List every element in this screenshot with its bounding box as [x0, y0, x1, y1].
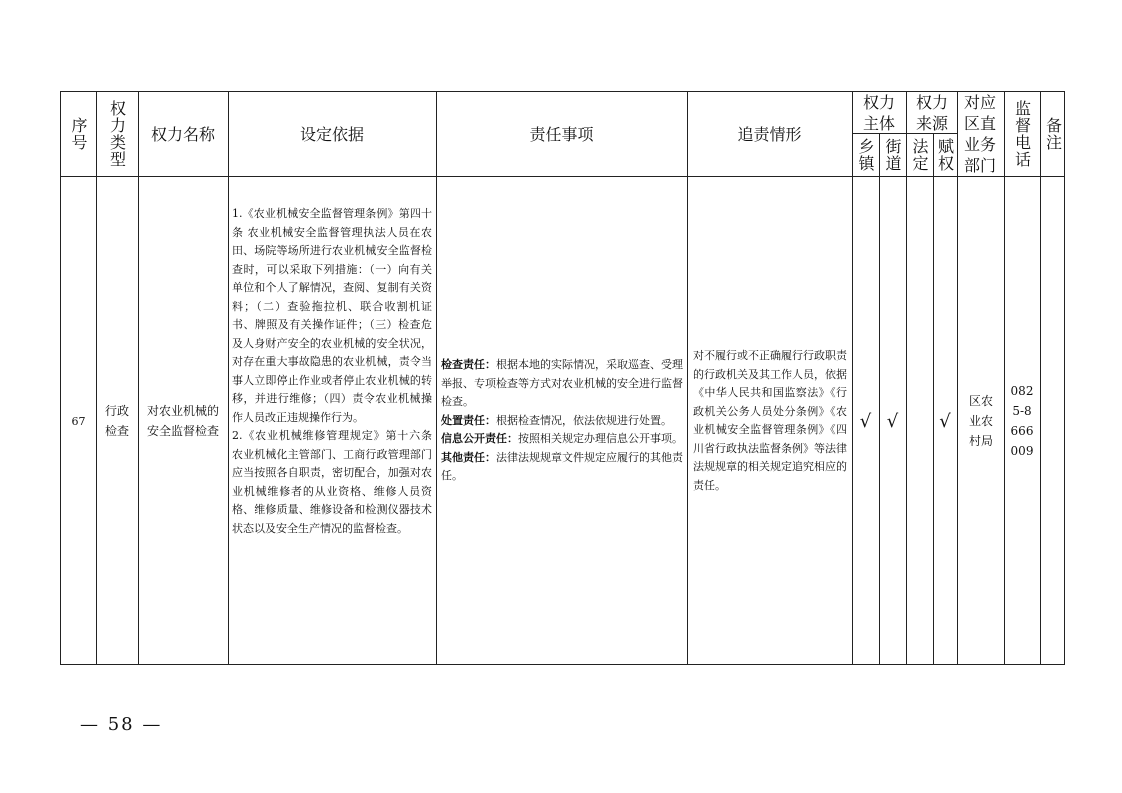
row-dept: 区农业农村局	[968, 394, 993, 448]
responsibility-info: 信息公开责任：按照相关规定办理信息公开事项。	[441, 432, 683, 446]
row-accountability	[693, 176, 847, 666]
header-responsibility: 责任事项	[529, 124, 594, 144]
header-power-type: 权力类型	[107, 100, 127, 168]
row-source-grant: √	[939, 410, 951, 432]
row-remark	[1040, 176, 1066, 666]
header-phone: 监督电话	[1012, 100, 1032, 168]
header-power-subject: 权力主体	[862, 92, 895, 133]
header-dept: 对应区直业务部门	[963, 93, 996, 175]
row-subject-town: √	[859, 410, 872, 432]
header-seq: 序号	[69, 117, 88, 151]
row-seq: 67	[71, 414, 86, 428]
responsibility-list	[441, 356, 683, 486]
page-number: — 58 —	[80, 714, 163, 735]
header-accountability: 追责情形	[737, 124, 802, 144]
row-power-name: 对农业机械的安全监督检查	[146, 404, 219, 438]
row-basis	[232, 205, 432, 538]
row-source-legal	[906, 176, 933, 666]
responsibility-check: 检查责任：根据本地的实际情况，采取巡查、受理举报、专项检查等方式对农业机械的安全进行监督检查。	[441, 358, 683, 409]
row-responsibility	[441, 176, 683, 666]
row-subject-street: √	[886, 410, 899, 432]
header-subject-street: 街道	[883, 137, 902, 172]
header-basis: 设定依据	[299, 124, 364, 144]
row-power-type: 行政检查	[104, 404, 129, 438]
header-power-name: 权力名称	[150, 124, 215, 144]
accountability-text: 对不履行或不正确履行行政职责的行政机关及其工作人员，依据《中华人民共和国监察法》《行政机关公务人员处分条例》《农业机械安全监督管理条例》《四川省行政执法监督条例》等法律法规规章的相关规定追究相应的责任。	[693, 349, 847, 492]
responsibility-handle: 处置责任：根据检查情况，依法依规进行处置。	[441, 413, 672, 427]
header-subject-town: 乡镇	[856, 137, 875, 172]
row-phone: 0825-8666009	[1010, 384, 1034, 458]
responsibility-other: 其他责任：法律法规规章文件规定应履行的其他责任。	[441, 450, 683, 483]
power-list-table	[60, 91, 1065, 665]
header-remark: 备注	[1043, 117, 1063, 151]
header-source-legal: 法定	[910, 137, 929, 172]
header-power-source: 权力来源	[915, 92, 948, 133]
header-source-grant: 赋权	[935, 137, 955, 172]
basis-text: 1.《农业机械安全监督管理条例》第四十条 农业机械安全监督管理执法人员在农田、场院等场所进行农业机械安全监督检查时，可以采取下列措施：（一）向有关单位和个人了解情况，查阅、复制有关资料；（二）查验拖拉机、联合收割机证书、牌照及有关操作证件；（三）检查危及人身财产安全的农业机械的安全状况，对存在重大事故隐患的农业机械，责令当事人立即停止作业或者停止农业机械的转移，并进行维修；（四）责令农业机械操作人员改正违规操作行为。 2.《农业机械维修管理规定》第十六条 农业机械化主管部门、工商行政管理部门应当按照各自职责，密切配合，加强对农业机械维修者的从业资格、维修人员资格、维修质量、维修设备和检测仪器技术状态以及安全生产情况的监督检查。	[232, 207, 432, 535]
